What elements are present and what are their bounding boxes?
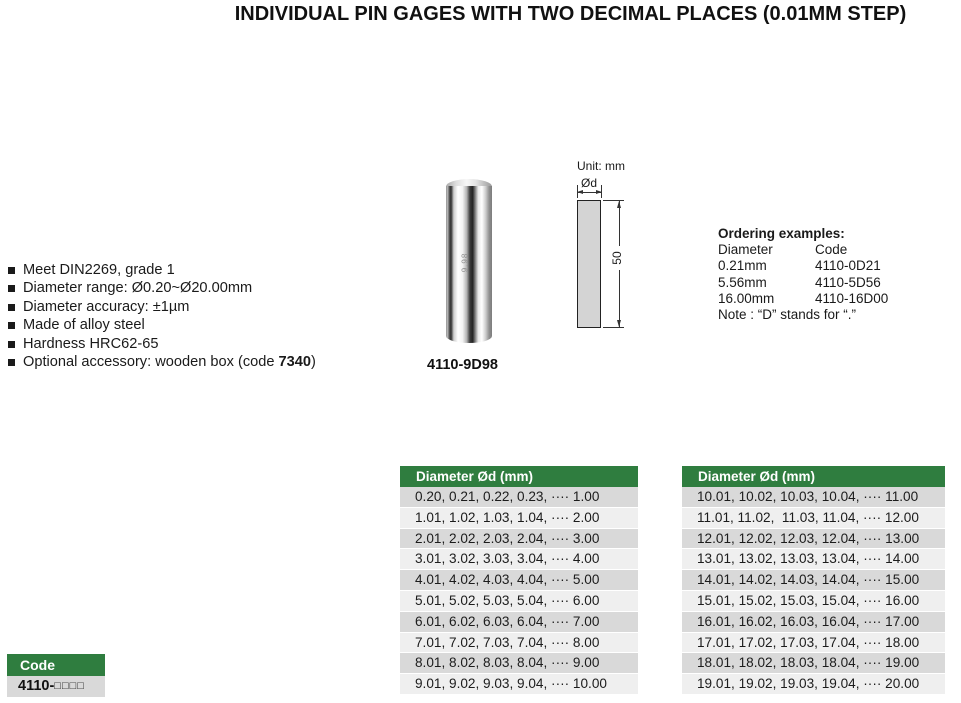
diameter-table-left xyxy=(400,466,638,695)
feature-item xyxy=(8,279,316,297)
ordering-diameter: 5.56mm xyxy=(718,274,767,290)
ordering-row xyxy=(718,275,888,291)
ordering-diameter: 0.21mm xyxy=(718,258,767,274)
extension-line xyxy=(577,185,578,198)
ordering-code: 4110-5D56 xyxy=(815,274,881,290)
table-row: 5.01, 5.02, 5.03, 5.04, ···· 6.00 xyxy=(400,591,638,612)
feature-text: Diameter range: Ø0.20~Ø20.00mm xyxy=(23,280,253,297)
feature-item xyxy=(8,335,316,353)
feature-text: Diameter accuracy: ±1µm xyxy=(23,298,190,315)
table-row: 11.01, 11.02, 11.03, 11.04, ···· 12.00 xyxy=(682,508,945,529)
table-row: 2.01, 2.02, 2.03, 2.04, ···· 3.00 xyxy=(400,529,638,550)
table-header: Diameter Ød (mm) xyxy=(682,466,945,487)
table-row: 6.01, 6.02, 6.03, 6.04, ···· 7.00 xyxy=(400,612,638,633)
table-row: 4.01, 4.02, 4.03, 4.04, ···· 5.00 xyxy=(400,570,638,591)
feature-text: Meet DIN2269, grade 1 xyxy=(23,262,175,278)
table-row: 12.01, 12.02, 12.03, 12.04, ···· 13.00 xyxy=(682,529,945,550)
table-row: 0.20, 0.21, 0.22, 0.23, ···· 1.00 xyxy=(400,487,638,508)
code-prefix: 4110- xyxy=(18,678,55,694)
code-box-header: Code xyxy=(7,654,105,676)
extension-line xyxy=(603,327,624,328)
bullet-square-icon xyxy=(8,341,15,348)
arrow-up-icon xyxy=(617,201,621,208)
bullet-square-icon xyxy=(8,304,15,311)
code-placeholder-squares: □□□□ xyxy=(54,680,85,692)
ordering-examples xyxy=(718,226,888,323)
table-header: Diameter Ød (mm) xyxy=(400,466,638,487)
ordering-column-headers xyxy=(718,242,888,258)
pin-engraved-size: 9.98 xyxy=(460,252,470,273)
table-row: 17.01, 17.02, 17.03, 17.04, ···· 18.00 xyxy=(682,633,945,654)
arrow-down-icon xyxy=(617,320,621,327)
table-row: 16.01, 16.02, 16.03, 16.04, ···· 17.00 xyxy=(682,612,945,633)
table-row: 7.01, 7.02, 7.03, 7.04, ···· 8.00 xyxy=(400,633,638,654)
feature-item xyxy=(8,353,316,371)
bullet-square-icon xyxy=(8,359,15,366)
diameter-dimension-label: Ød xyxy=(580,176,597,190)
ordering-row xyxy=(718,291,888,307)
table-row: 8.01, 8.02, 8.03, 8.04, ···· 9.00 xyxy=(400,653,638,674)
diameter-table-right xyxy=(682,466,945,695)
accessory-code: 7340 xyxy=(278,353,312,370)
table-row: 14.01, 14.02, 14.03, 14.04, ···· 15.00 xyxy=(682,570,945,591)
feature-list xyxy=(8,261,316,371)
bullet-square-icon xyxy=(8,322,15,329)
ordering-heading: Ordering examples: xyxy=(718,226,845,241)
diameter-column-header: Diameter xyxy=(718,242,773,258)
unit-label: Unit: mm xyxy=(577,159,625,173)
ordering-code: 4110-0D21 xyxy=(815,258,881,274)
table-row: 3.01, 3.02, 3.03, 3.04, ···· 4.00 xyxy=(400,549,638,570)
feature-item xyxy=(8,316,316,334)
table-row: 19.01, 19.02, 19.03, 19.04, ···· 20.00 xyxy=(682,674,945,695)
code-box-value xyxy=(7,676,105,697)
feature-item xyxy=(8,298,316,316)
table-row: 1.01, 1.02, 1.03, 1.04, ···· 2.00 xyxy=(400,508,638,529)
pin-gage-photo xyxy=(446,186,492,343)
length-dimension-label: 50 xyxy=(609,246,625,270)
feature-text: Made of alloy steel xyxy=(23,317,145,334)
ordering-code: 4110-16D00 xyxy=(815,290,889,306)
table-row: 15.01, 15.02, 15.03, 15.04, ···· 16.00 xyxy=(682,591,945,612)
product-code-label: 4110-9D98 xyxy=(427,357,498,373)
feature-item xyxy=(8,261,316,279)
ordering-note: Note : “D” stands for “.” xyxy=(718,306,857,322)
table-row: 13.01, 13.02, 13.03, 13.04, ···· 14.00 xyxy=(682,549,945,570)
ordering-row xyxy=(718,258,888,274)
feature-text: Hardness HRC62-65 xyxy=(23,335,159,352)
feature-text: Optional accessory: wooden box (code 7340) xyxy=(23,353,316,370)
table-row: 10.01, 10.02, 10.03, 10.04, ···· 11.00 xyxy=(682,487,945,508)
code-column-header: Code xyxy=(815,242,848,258)
ordering-diameter: 16.00mm xyxy=(718,290,775,306)
bullet-square-icon xyxy=(8,285,15,292)
table-row: 9.01, 9.02, 9.03, 9.04, ···· 10.00 xyxy=(400,674,638,695)
bullet-square-icon xyxy=(8,267,15,274)
page-title: INDIVIDUAL PIN GAGES WITH TWO DECIMAL PLACES (0.01MM STEP) xyxy=(234,3,907,25)
table-row: 18.01, 18.02, 18.03, 18.04, ···· 19.00 xyxy=(682,653,945,674)
pin-outline-drawing xyxy=(577,200,601,328)
extension-line xyxy=(601,185,602,198)
